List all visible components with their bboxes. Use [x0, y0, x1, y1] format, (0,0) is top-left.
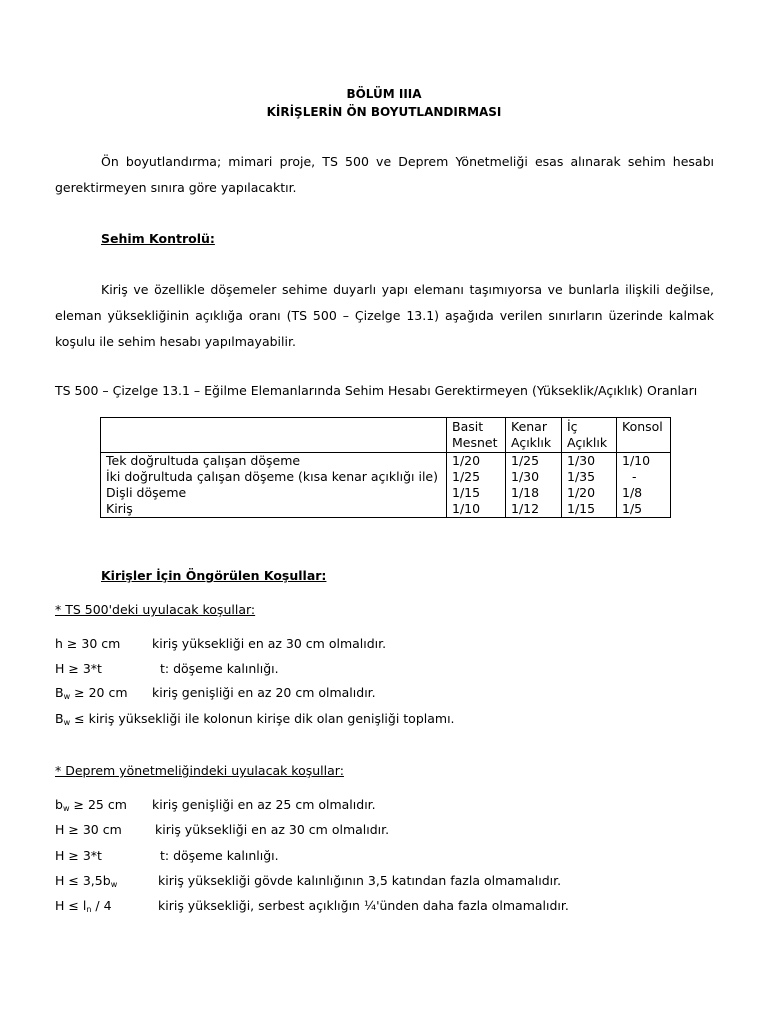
symbol: H — [55, 661, 65, 676]
ts500-item — [55, 661, 102, 677]
value: 3*t — [82, 661, 102, 676]
table-cell: 1/20 — [567, 485, 596, 500]
symbol: H — [55, 822, 65, 837]
table-cell: Dişli döşeme — [106, 485, 187, 500]
table-kenar-column — [506, 453, 562, 518]
relation: ≤ — [68, 898, 79, 913]
value: 25 cm — [87, 797, 127, 812]
header-text: Basit — [452, 419, 484, 434]
table-cell: 1/18 — [511, 485, 540, 500]
deprem-item-desc: kiriş yüksekliği gövde kalınlığının 3,5 katından fazla olmamalıdır. — [158, 873, 562, 888]
deprem-item — [55, 848, 102, 864]
deprem-item — [55, 797, 127, 817]
value-tail: / 4 — [91, 898, 112, 913]
table-header-basit — [447, 418, 506, 453]
header-text: Kenar — [511, 419, 547, 434]
ts500-item — [55, 636, 120, 652]
symbol: H — [55, 848, 65, 863]
table-cell: 1/5 — [622, 501, 643, 516]
table-konsol-column — [617, 453, 671, 518]
table-cell: 1/15 — [452, 485, 481, 500]
relation: ≤ — [68, 873, 79, 888]
table-header-kenar — [506, 418, 562, 453]
table-cell: 1/15 — [567, 501, 596, 516]
relation: ≥ — [68, 822, 79, 837]
value: 3*t — [82, 848, 102, 863]
subscript: w — [63, 718, 71, 727]
subscript: n — [86, 905, 92, 914]
table-cell: 1/30 — [511, 469, 540, 484]
deprem-item-desc: kiriş genişliği en az 25 cm olmalıdır. — [152, 797, 376, 812]
table-cell: - — [632, 469, 637, 484]
table-header-empty — [101, 418, 447, 453]
ts500-item-desc: kiriş yüksekliği en az 30 cm olmalıdır. — [152, 636, 387, 651]
intro-paragraph: Ön boyutlandırma; mimari proje, TS 500 ve Deprem Yönetmeliği esas alınarak sehim hesabı gerektirmeyen sınıra göre yapılacaktır. — [55, 154, 714, 195]
table-caption: TS 500 – Çizelge 13.1 – Eğilme Elemanlarında Sehim Hesabı Gerektirmeyen (Yükseklik/Açıklık) Oranları — [55, 383, 698, 398]
deprem-item — [55, 898, 112, 918]
relation: ≥ — [66, 636, 78, 651]
relation: ≤ — [74, 711, 85, 726]
table-basit-column — [447, 453, 506, 518]
deprem-item-desc: t: döşeme kalınlığı. — [160, 848, 279, 863]
header-text: Mesnet — [452, 435, 498, 450]
header-text: Açıklık — [567, 435, 608, 450]
relation: ≥ — [68, 848, 79, 863]
deprem-item-desc: kiriş yüksekliği en az 30 cm olmalıdır. — [155, 822, 390, 837]
chapter-title: BÖLÜM IIIA — [346, 87, 422, 101]
table-cell: 1/25 — [452, 469, 481, 484]
table-cell: Kiriş — [106, 501, 133, 516]
symbol: H — [55, 873, 65, 888]
table-cell: 1/12 — [511, 501, 540, 516]
table-label-column — [101, 453, 447, 518]
ts500-item — [55, 685, 128, 705]
value: 30 cm — [81, 636, 121, 651]
value: 3,5b — [82, 873, 111, 888]
table-header-ic — [562, 418, 617, 453]
subscript: w — [63, 692, 71, 701]
ts500-item-desc: kiriş genişliği en az 20 cm olmalıdır. — [152, 685, 376, 700]
subscript: w — [62, 804, 70, 813]
relation: ≥ — [73, 797, 84, 812]
deprem-item-desc: kiriş yüksekliği, serbest açıklığın ¼'ünden daha fazla olmamalıdır. — [158, 898, 569, 913]
symbol: b — [55, 797, 63, 812]
table-cell: 1/8 — [622, 485, 643, 500]
description: kiriş yüksekliği ile kolonun kirişe dik olan genişliği toplamı. — [88, 711, 455, 726]
symbol: B — [55, 685, 64, 700]
value: l — [82, 898, 87, 913]
symbol: B — [55, 711, 64, 726]
table-ic-column — [562, 453, 617, 518]
header-text: Açıklık — [511, 435, 552, 450]
table-cell: 1/25 — [511, 453, 540, 468]
sehim-heading: Sehim Kontrolü: — [101, 231, 215, 246]
table-cell: İki doğrultuda çalışan döşeme (kısa kenar açıklığı ile) — [106, 469, 438, 484]
value: 20 cm — [88, 685, 128, 700]
header-text: Konsol — [622, 419, 663, 434]
symbol: H — [55, 898, 65, 913]
ts500-bw-line — [55, 711, 455, 731]
ts500-heading: * TS 500'deki uyulacak koşullar: — [55, 602, 256, 617]
table-body-row — [101, 453, 671, 518]
deprem-item — [55, 822, 122, 838]
table-cell: 1/10 — [622, 453, 651, 468]
deprem-item — [55, 873, 117, 893]
table-cell: Tek doğrultuda çalışan döşeme — [106, 453, 301, 468]
table-cell: 1/20 — [452, 453, 481, 468]
table-header-konsol — [617, 418, 671, 453]
chapter-subtitle: KİRİŞLERİN ÖN BOYUTLANDIRMASI — [266, 105, 502, 119]
table-cell: 1/30 — [567, 453, 596, 468]
table-cell: 1/35 — [567, 469, 596, 484]
table-cell: 1/10 — [452, 501, 481, 516]
relation: ≥ — [74, 685, 85, 700]
relation: ≥ — [68, 661, 79, 676]
value: 30 cm — [82, 822, 122, 837]
ts500-item-desc: t: döşeme kalınlığı. — [160, 661, 279, 676]
subscript: w — [110, 880, 118, 889]
kosullar-heading: Kirişler İçin Öngörülen Koşullar: — [101, 568, 327, 583]
header-text: İç — [567, 419, 578, 434]
symbol: h — [55, 636, 63, 651]
sehim-paragraph: Kiriş ve özellikle döşemeler sehime duyarlı yapı elemanı taşımıyorsa ve bunlarla ilişkili değilse, eleman yüksekliğinin açıklığa oranı (TS 500 – Çizelge 13.1) aşağıda verilen sınırların üzerinde kalmak koşulu ile sehim hesabı yapılmayabilir. — [55, 282, 714, 349]
deprem-heading: * Deprem yönetmeliğindeki uyulacak koşullar: — [55, 763, 344, 778]
ratio-table — [100, 417, 671, 518]
table-header-row — [101, 418, 671, 453]
